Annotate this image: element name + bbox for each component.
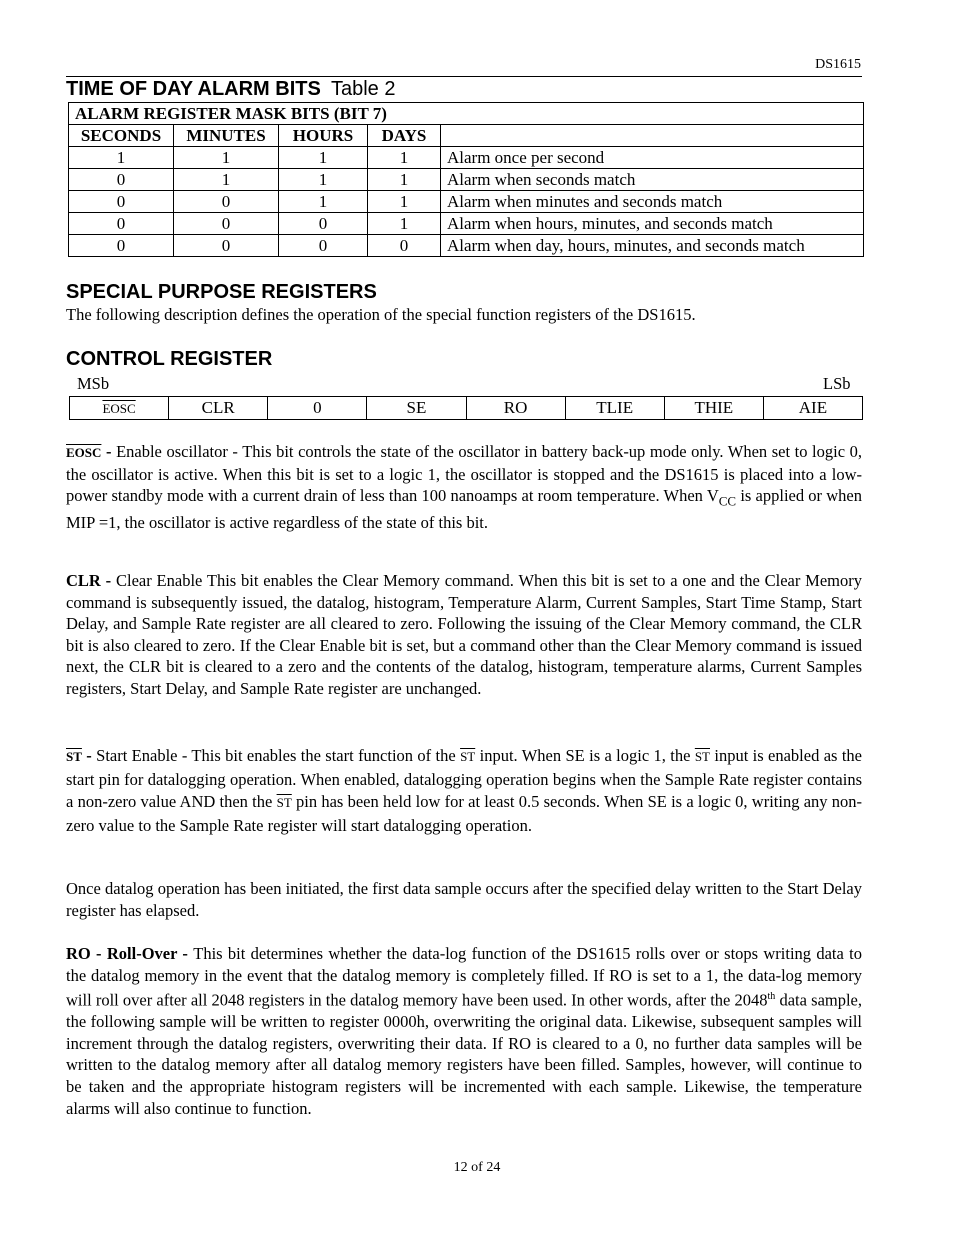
mask-bit-cell: 1: [174, 147, 279, 169]
description-cell: Alarm when seconds match: [441, 169, 864, 191]
control-section: [66, 348, 272, 371]
clr-label: CLR -: [66, 571, 116, 590]
mask-bit-cell: 1: [368, 169, 441, 191]
mask-bit-cell: 0: [69, 169, 174, 191]
table-row: [69, 213, 864, 235]
table-row: [69, 103, 864, 125]
bit-cell-se: SE: [367, 397, 466, 420]
table-header-row: [69, 125, 864, 147]
mask-bit-cell: 0: [279, 235, 368, 257]
clr-paragraph: CLR - Clear Enable This bit enables the Clear Memory command. When this bit is set to a one and the Clear Memory command is subsequently issued, the datalog, histogram, Temperature Alarm, Current Samples, Start Time Stamp, Start Delay, and Sample Rate register are all cleared to zero. Following the issuing of the Clear Memory command, the CLR bit is also cleared to zero. If the Clear Enable bit is set, but a command other than the Clear Memory command is issued next, the CLR bit is cleared to a zero and the contents of the datalog, histogram, temperature alarms, Current Samples registers, Start Delay, and Sample Rate register are unchanged.: [66, 571, 862, 698]
ro-label: RO - Roll-Over -: [66, 944, 194, 963]
column-header: HOURS: [279, 125, 368, 147]
mask-bit-cell: 1: [279, 147, 368, 169]
st-symbol: $\overline{ST}$: [460, 749, 476, 764]
alarm-title-row: [66, 76, 862, 101]
description-cell: Alarm when hours, minutes, and seconds match: [441, 213, 864, 235]
mask-bit-cell: 1: [368, 213, 441, 235]
mask-bit-cell: 0: [368, 235, 441, 257]
mask-bit-cell: 1: [279, 169, 368, 191]
st-symbol: $\overline{ST}$: [694, 749, 710, 764]
special-section-title: SPECIAL PURPOSE REGISTERS: [66, 281, 377, 303]
page-number: 12 of 24: [453, 1160, 501, 1175]
st-symbol: $\overline{ST}$: [276, 795, 292, 810]
ro-paragraph: RO - Roll-Over - This bit determines whether the data-log function of the DS1615 rolls over or stops writing data to the datalog memory in the event that the datalog memory is completely filled. If RO is set to a 1, the data-log memory will roll over after all 2048 registers in the datalog memory have been used. In other words, after the 2048th data sample, the following sample will be written to register 0000h, overwriting the original data. Likewise, subsequent samples will increment through the datalog registers, overwriting their data. If RO is cleared to a 0, no further data samples will be written to the datalog memory after all datalog memory registers have been filled. Samples, however, will continue to be taken and the appropriate histogram registers will be incremented with each sample. Likewise, the temperature alarms will also continue to function.: [66, 944, 863, 1118]
table-label: Table 2: [330, 78, 396, 100]
mask-bit-cell: 0: [69, 213, 174, 235]
once-paragraph: Once datalog operation has been initiated, the first data sample occurs after the specified delay written to the Start Delay register has elapsed.: [66, 879, 862, 920]
bit-cell-0: 0: [268, 397, 367, 420]
description-cell: Alarm when minutes and seconds match: [441, 191, 864, 213]
mask-bit-cell: 0: [174, 213, 279, 235]
mask-bit-cell: 0: [174, 191, 279, 213]
bit-cell-clr: CLR: [169, 397, 268, 420]
bit-cell-aie: AIE: [763, 397, 862, 420]
mask-bit-cell: 1: [368, 191, 441, 213]
mask-bit-cell: 0: [69, 191, 174, 213]
special-section-text: The following description defines the operation of the special function registers of the DS1615.: [66, 305, 696, 324]
table-row: [69, 169, 864, 191]
mask-bit-cell: 1: [368, 147, 441, 169]
special-section: [66, 281, 862, 326]
column-header: DAYS: [368, 125, 441, 147]
lsb-label: LSb: [823, 374, 851, 393]
mask-bit-cell: 1: [69, 147, 174, 169]
mask-bit-cell: 0: [69, 235, 174, 257]
control-register-table: [69, 396, 863, 420]
description-cell: Alarm once per second: [441, 147, 864, 169]
st-paragraph: $\overline{ST}$ - Start Enable - This bit enables the start function of the $\overline{ST}$ input. When SE is a logic 1, the $\overline{ST}$ input is enabled as the start pin for datalogging operation. When enabled, datalogging operation begins when the Sample Rate register contains a non-zero value AND then the $\overline{ST}$ pin has been held low for at least 0.5 seconds. When SE is a logic 0, writing any non-zero value to the Sample Rate register will start datalogging operation.: [66, 746, 863, 835]
alarm-mask-table: [68, 102, 864, 257]
table-row: [69, 235, 864, 257]
column-header: MINUTES: [174, 125, 279, 147]
eosc-label: EOSC: [66, 445, 102, 460]
eosc-paragraph: EOSC - Enable oscillator - This bit controls the state of the oscillator in battery back-up mode only. When set to logic 0, the oscillator is active. When this bit is set to a logic 1, the oscillator is stopped and the DS1615 is placed into a low-power standby mode with a current drain of less than 100 nanoamps at room temperature. When $V_{CC}$ is applied or when MIP =1, the oscillator is active regardless of the state of this bit.: [66, 442, 862, 533]
st-label: $\overline{ST}$: [66, 749, 82, 764]
bit-cell-ro: RO: [466, 397, 565, 420]
column-header: SECONDS: [69, 125, 174, 147]
document-id: DS1615: [815, 57, 861, 72]
msb-label: MSb: [77, 374, 110, 393]
mask-bit-cell: 1: [174, 169, 279, 191]
mask-bit-cell: 0: [279, 213, 368, 235]
alarm-section-title: TIME OF DAY ALARM BITS: [66, 78, 321, 100]
mask-header-cell: ALARM REGISTER MASK BITS (BIT 7): [69, 103, 864, 125]
table-row: [69, 191, 864, 213]
mask-bit-cell: 0: [174, 235, 279, 257]
table-row: [69, 147, 864, 169]
mask-bit-cell: 1: [279, 191, 368, 213]
table-row: [70, 397, 863, 420]
bit-cell-eosc: EOSC: [70, 397, 169, 420]
bit-cell-thie: THIE: [664, 397, 763, 420]
column-header: [441, 125, 864, 147]
description-cell: Alarm when day, hours, minutes, and seconds match: [441, 235, 864, 257]
control-section-title: CONTROL REGISTER: [66, 348, 273, 370]
bit-cell-tlie: TLIE: [565, 397, 664, 420]
